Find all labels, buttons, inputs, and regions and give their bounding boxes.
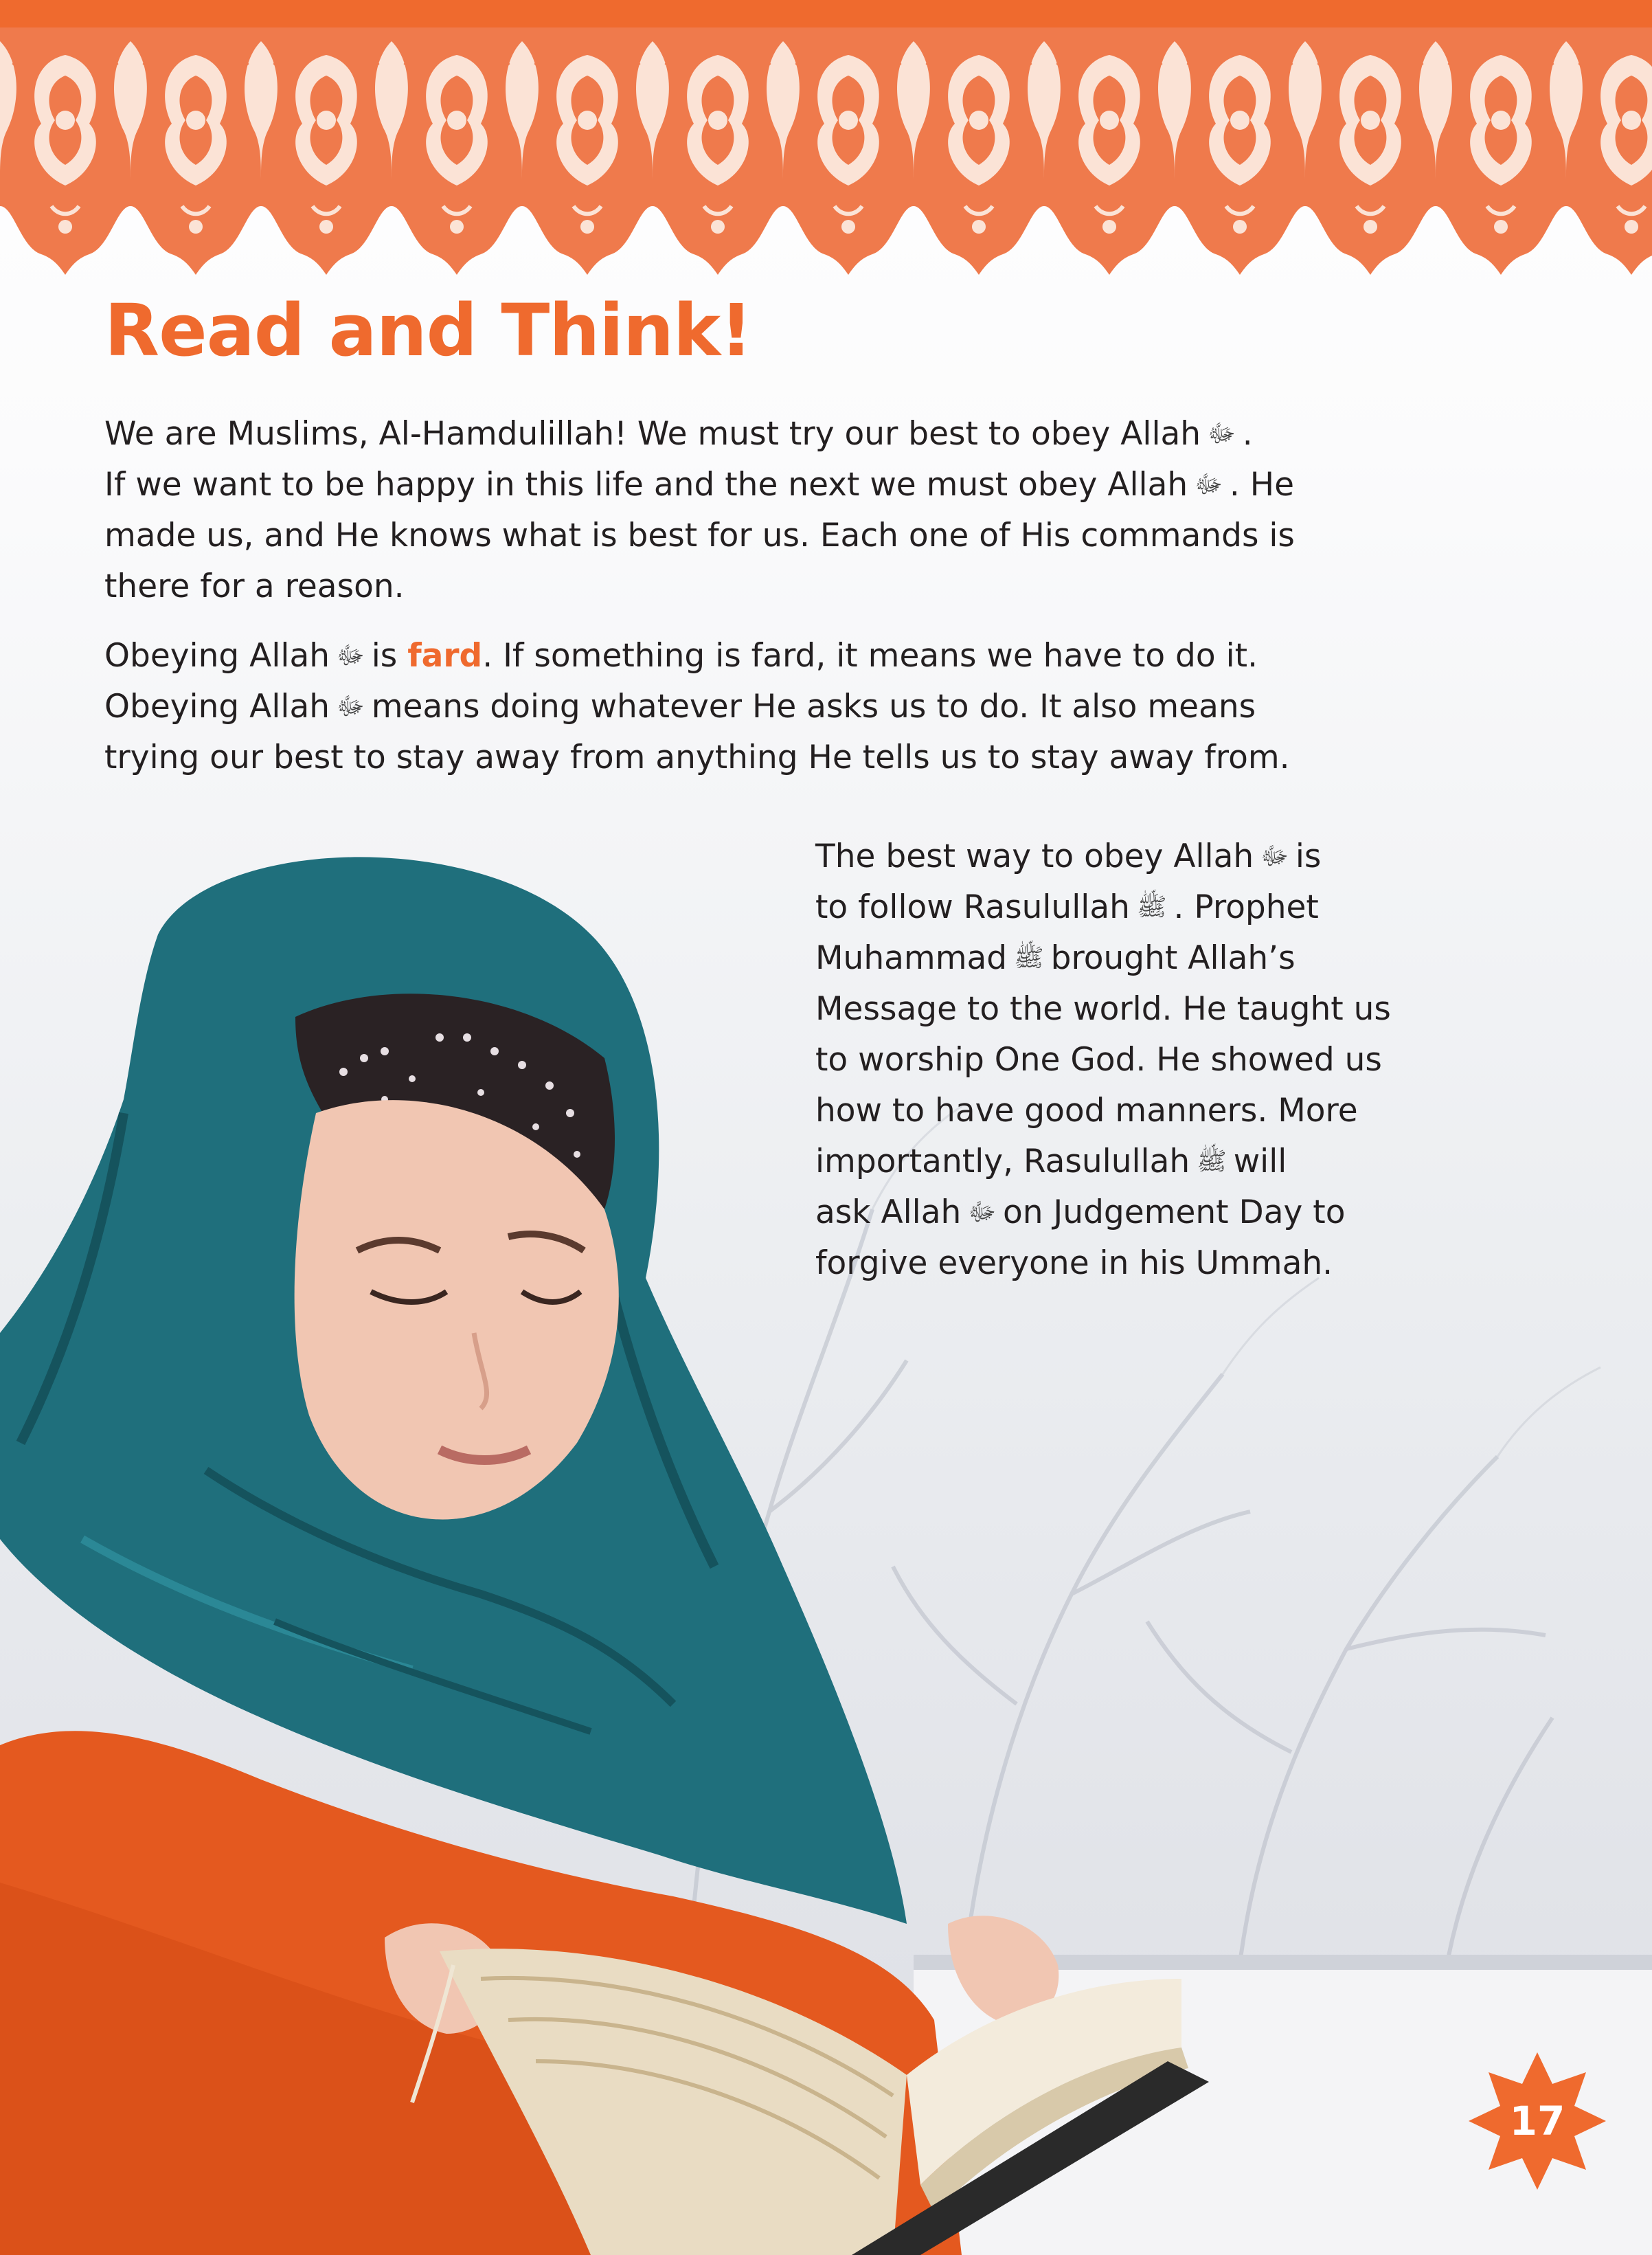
keyword-fard: fard xyxy=(407,637,483,675)
ornamental-border xyxy=(0,0,1652,275)
text-line: . xyxy=(1242,415,1253,453)
page-number: 17 xyxy=(1509,2098,1565,2144)
paragraph-obey-allah xyxy=(104,409,1492,612)
text-line: made us, and He knows what is best for us. Each one of His commands is xyxy=(104,517,1295,554)
honorific-allah: ﷻ xyxy=(337,642,365,670)
text-line: there for a reason. xyxy=(104,568,405,605)
text-line: is xyxy=(371,637,398,675)
text-line: Obeying Allah xyxy=(104,688,330,726)
text-line: We are Muslims, Al-Hamdulillah! We must try our best to obey Allah xyxy=(104,415,1201,453)
text-line: is xyxy=(1295,838,1322,875)
text-line: trying our best to stay away from anything He tells us to stay away from. xyxy=(104,739,1290,776)
text-line: forgive everyone in his Ummah. xyxy=(815,1244,1333,1282)
honorific-allah: ﷻ xyxy=(968,1198,996,1226)
paragraph-fard xyxy=(104,631,1492,783)
text-line: means doing whatever He asks us to do. It also means xyxy=(371,688,1256,726)
page-title: Read and Think! xyxy=(104,289,752,372)
paragraph-follow-rasulullah xyxy=(815,831,1502,1289)
text-line: . He xyxy=(1229,466,1294,504)
honorific-allah: ﷻ xyxy=(337,693,365,721)
honorific-allah: ﷻ xyxy=(1195,471,1223,499)
honorific-allah: ﷻ xyxy=(1208,420,1236,448)
honorific-prophet: ﷺ xyxy=(1197,1147,1227,1176)
honorific-prophet: ﷺ xyxy=(1014,944,1044,972)
text-line: Message to the world. He taught us xyxy=(815,990,1391,1028)
text-line: If we want to be happy in this life and the next we must obey Allah xyxy=(104,466,1188,504)
text-line: importantly, Rasulullah xyxy=(815,1143,1190,1180)
honorific-prophet: ﷺ xyxy=(1136,893,1167,921)
text-line: The best way to obey Allah xyxy=(815,838,1254,875)
text-line: to worship One God. He showed us xyxy=(815,1041,1382,1079)
text-line: on Judgement Day to xyxy=(1002,1193,1346,1231)
text-line: brought Allah’s xyxy=(1050,939,1295,977)
text-line: . Prophet xyxy=(1173,888,1319,926)
text-line: . If something is fard, it means we have to do it. xyxy=(482,637,1258,675)
honorific-allah: ﷻ xyxy=(1260,842,1289,871)
text-line: Obeying Allah xyxy=(104,637,330,675)
text-line: will xyxy=(1233,1143,1287,1180)
text-line: ask Allah xyxy=(815,1193,962,1231)
text-line: Muhammad xyxy=(815,939,1008,977)
text-line: to follow Rasulullah xyxy=(815,888,1130,926)
text-line: how to have good manners. More xyxy=(815,1092,1358,1130)
